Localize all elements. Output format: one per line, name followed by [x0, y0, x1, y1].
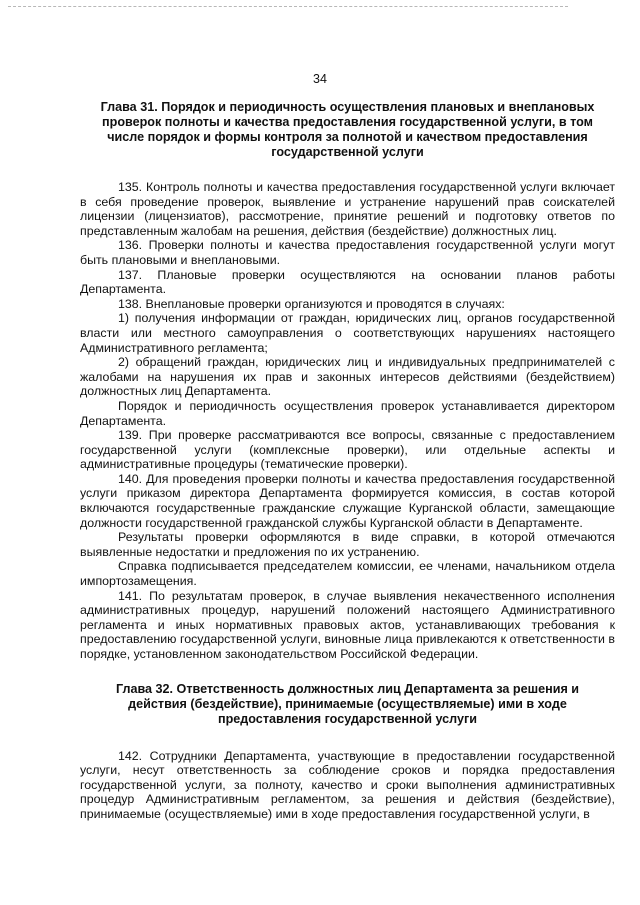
paragraph-inspection-order: Порядок и периодичность осуществления проверок устанавливается директором Департамента.	[80, 398, 615, 428]
paragraph-138-item-1: 1) получения информации от граждан, юридических лиц, органов государственной власти или местного самоуправления о соответствующих нарушениях настоящего Административного регламента;	[80, 311, 615, 355]
paragraph-138: 138. Внеплановые проверки организуются и проводятся в случаях:	[118, 296, 505, 311]
chapter-31-body	[80, 180, 615, 662]
paragraph-137: 137. Плановые проверки осуществляются на основании планов работы Департамента.	[80, 267, 615, 297]
page-number: 34	[313, 72, 327, 86]
paragraph-140: 140. Для проведения проверки полноты и качества предоставления государственной услуги приказом директора Департамента формируется комиссия, в состав которой включаются государственные гражданские служащие Курганской области, замещающие должности государственной гражданской службы Курганской области в Департаменте.	[80, 471, 615, 530]
scan-edge-line	[8, 6, 568, 7]
paragraph-136: 136. Проверки полноты и качества предоставления государственной услуги могут быть плановыми и внеплановыми.	[80, 238, 615, 267]
paragraph-138-item-2: 2) обращений граждан, юридических лиц и индивидуальных предпринимателей с жалобами на нарушения их прав и законных интересов действиями (бездействием) должностных лиц Департамента.	[80, 355, 615, 399]
chapter-32-body	[80, 749, 615, 822]
chapter-32-heading: Глава 32. Ответственность должностных лиц Департамента за решения и действия (бездействие), принимаемые (осуществляемые) ими в ходе предоставления государственной услуги	[115, 681, 580, 726]
paragraph-135: 135. Контроль полноты и качества предоставления государственной услуги включает в себя проведение проверок, выявление и устранение нарушений прав соискателей лицензии (лицензиатов), рассмотрение, принятие решений и подготовку ответов по представленным жалобам на решения, действия (бездействие) должностных лиц.	[80, 180, 615, 238]
paragraph-inspection-results: Результаты проверки оформляются в виде справки, в которой отмечаются выявленные недостатки и предложения по их устранению.	[80, 530, 615, 559]
chapter-31-heading: Глава 31. Порядок и периодичность осуществления плановых и внеплановых проверок полноты и качества предоставления государственной услуги, в том числе порядок и формы контроля за полнотой и качеством предоставления государственной услуги	[100, 100, 595, 159]
paragraph-141: 141. По результатам проверок, в случае выявления некачественного исполнения административных процедур, нарушений положений настоящего Административного регламента и иных нормативных правовых актов, устанавливающих требования к предоставлению государственной услуги, виновные лица привлекаются к ответственности в порядке, установленном законодательством Российской Федерации.	[80, 588, 615, 661]
paragraph-139: 139. При проверке рассматриваются все вопросы, связанные с предоставлением государственной услуги (комплексные проверки), или отдельные аспекты и административные процедуры (тематические проверки).	[80, 428, 615, 472]
paragraph-142: 142. Сотрудники Департамента, участвующие в предоставлении государственной услуги, несут ответственность за соблюдение сроков и порядка предоставления государственной услуги, за полноту, качество и сроки выполнения административных процедур Административным регламентом, за решения и действия (бездействие), принимаемые (осуществляемые) ими в ходе предоставления государственной услуги, в	[80, 748, 615, 821]
document-body	[80, 100, 615, 822]
paragraph-certificate-signing: Справка подписывается председателем комиссии, ее членами, начальником отдела импортозамещения.	[80, 559, 615, 589]
